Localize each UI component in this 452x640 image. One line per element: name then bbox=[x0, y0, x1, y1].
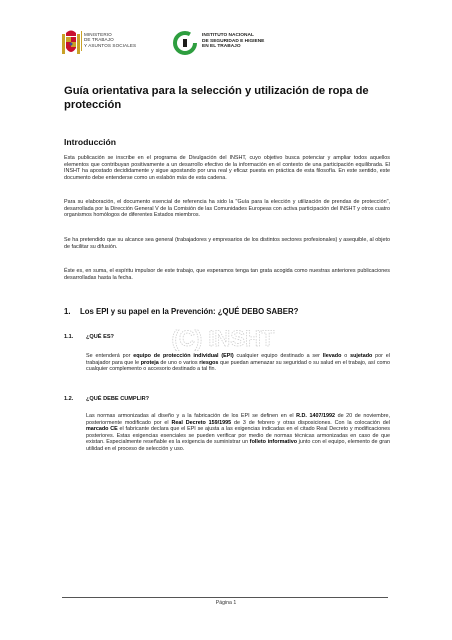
subsection-number: 1.2. bbox=[64, 396, 74, 402]
intro-paragraph-4: Éste es, en suma, el espíritu impulsor de este trabajo, que esperamos tenga tan grata acogida como nuestras anteriores publicaciones desarrolladas hasta la fecha. bbox=[64, 268, 390, 281]
intro-paragraph-2: Para su elaboración, el documento esencial de referencia ha sido la "Guía para la elección y utilización de prendas de protección", desarrollada por la Dirección General V de la Comisión de las Comunidades Europeas con activa participación del INSHT y otros cuatro organismos homólogos de diferentes Estados miembros. bbox=[64, 199, 390, 219]
subsection-number: 1.1. bbox=[64, 334, 74, 340]
spain-coat-of-arms-icon bbox=[62, 28, 80, 58]
document-title: Guía orientativa para la selección y utilización de ropa de protección bbox=[64, 85, 369, 111]
section-title: Los EPI y su papel en la Prevención: ¿QUÉ DEBO SABER? bbox=[80, 307, 299, 316]
ministry-name: MINISTERIO DE TRABAJO Y ASUNTOS SOCIALES bbox=[84, 32, 136, 48]
intro-paragraph-3: Se ha pretendido que su alcance sea general (trabajadores y empresarios de los distintos sectores profesionales) y asequible, al objeto de facilitar su difusión. bbox=[64, 237, 390, 250]
section-number: 1. bbox=[64, 307, 71, 316]
footer-divider bbox=[62, 597, 388, 598]
section-1-heading bbox=[64, 307, 298, 316]
institute-name: INSTITUTO NACIONAL DE SEGURIDAD E HIGIENE EN EL TRABAJO bbox=[202, 33, 265, 50]
subsection-1-2-heading bbox=[64, 396, 149, 402]
insht-watermark bbox=[148, 326, 298, 352]
intro-paragraph-1: Esta publicación se inscribe en el programa de Divulgación del INSHT, cuyo objetivo busca potenciar y ampliar todos aquellos elementos que contribuyan positivamente a un desarrollo efectivo de la información en el contexto de una participación equilibrada. El INSHT ha apostado decididamente y sigue apostando por una real y eficaz puesta en práctica de esta filosofía. En este sentido, este documento debe entenderse como un eslabón más de esta cadena. bbox=[64, 155, 390, 181]
subsection-title: ¿QUÉ DEBE CUMPLIR? bbox=[86, 396, 150, 402]
subsection-title: ¿QUÉ ES? bbox=[86, 334, 114, 340]
intro-heading: Introducción bbox=[64, 137, 117, 147]
insht-logo-icon bbox=[172, 30, 198, 56]
svg-text:(C) INSHT: (C) INSHT bbox=[171, 326, 275, 351]
subsection-1-1-heading bbox=[64, 334, 114, 340]
subsection-1-1-body: Se entenderá por equipo de protección individual (EPI) cualquier equipo destinado a ser llevado o sujetado por el trabajador para que le proteja de uno o varios riesgos que puedan amenazar su seguridad o su salud en el trabajo, así como cualquier complemento o accesorio destinado a tal fin. bbox=[86, 353, 391, 373]
subsection-1-2-body: Las normas armonizadas al diseño y a la fabricación de los EPI se definen en el R.D. 1407/1992 de 20 de noviembre, posteriormente modificado por el Real Decreto 159/1995 de 3 de febrero y otras disposiciones. Con la colocación del marcado CE el fabricante declara que el EPI se ajusta a las exigencias indicadas en el citado Real Decreto y modificaciones posteriores. Estas exigencias esenciales se pueden verificar por medio de normas técnicas armonizadas en caso de que existan. Especialmente reseñable es la exigencia de suministrar un folleto informativo junto con el equipo, elemento de gran utilidad en el proceso de selección y uso. bbox=[86, 413, 390, 452]
page-number: Página 1 bbox=[215, 600, 237, 606]
document-header bbox=[62, 26, 392, 66]
